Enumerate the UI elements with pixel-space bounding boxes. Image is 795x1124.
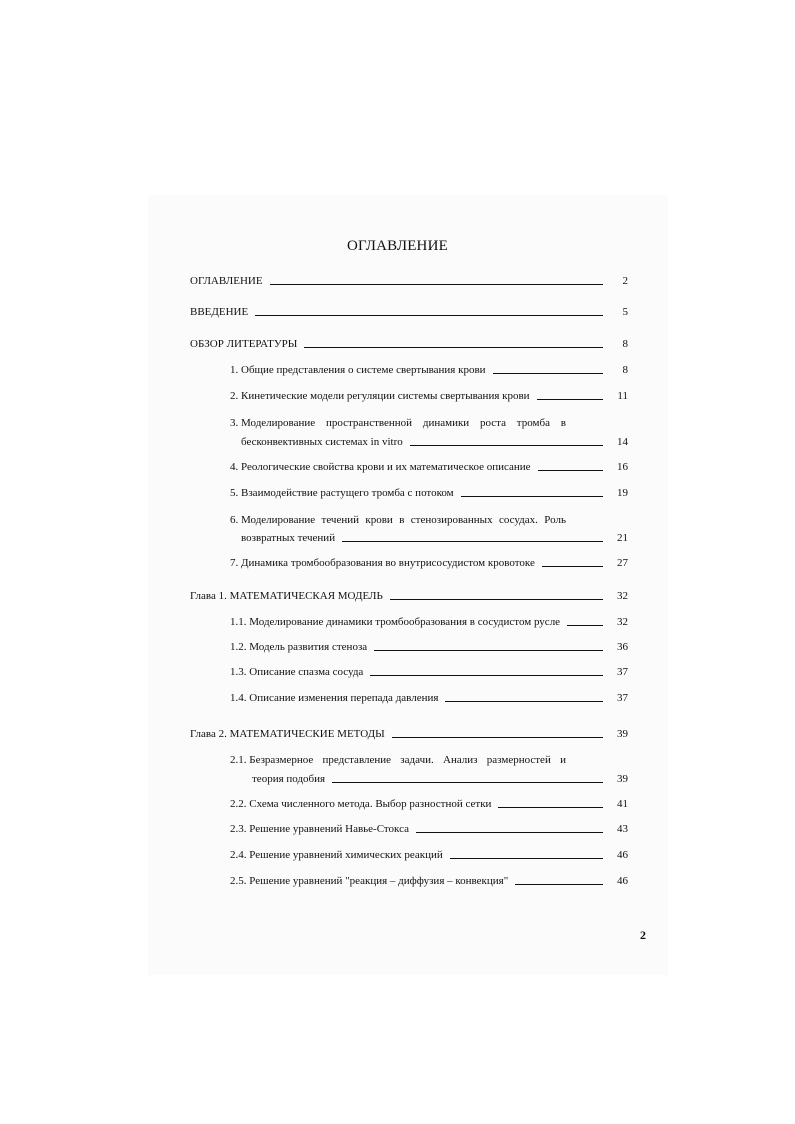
toc-entry-page: 16: [617, 461, 628, 473]
toc-entry-title: 4. Реологические свойства крови и их математическое описание: [230, 461, 531, 473]
toc-entry-section-2-1-line1[interactable]: 2.1. Безразмерное представление задачи. Анализ размерностей и: [230, 754, 566, 766]
toc-entry-page: 14: [617, 436, 628, 448]
toc-entry-page: 32: [617, 616, 628, 628]
toc-entry-title: ОБЗОР ЛИТЕРАТУРЫ: [190, 338, 298, 350]
toc-entry-page: 39: [617, 728, 628, 740]
leader-line: [515, 884, 603, 885]
leader-line: [255, 315, 603, 316]
toc-entry-page: 19: [617, 487, 628, 499]
toc-entry-page: 2: [622, 275, 628, 287]
leader-line: [567, 625, 603, 626]
toc-entry-introduction[interactable]: [190, 305, 628, 319]
toc-entry-title: 2.4. Решение уравнений химических реакций: [230, 849, 443, 861]
leader-line: [370, 675, 603, 676]
toc-entry-title: ОГЛАВЛЕНИЕ: [190, 275, 263, 287]
toc-entry-section-1[interactable]: [230, 363, 628, 377]
toc-entry-title: 1.3. Описание спазма сосуда: [230, 666, 364, 678]
toc-entry-section-2-3[interactable]: [230, 822, 628, 836]
leader-line: [332, 782, 603, 783]
toc-entry-section-1-3[interactable]: [230, 665, 628, 679]
toc-entry-title: возвратных течений: [241, 532, 336, 544]
toc-entry-page: 27: [617, 557, 628, 569]
toc-entry-page: 5: [622, 306, 628, 318]
toc-entry-title: 7. Динамика тромбообразования во внутрисосудистом кровотоке: [230, 557, 535, 569]
toc-entry-section-2-4[interactable]: [230, 848, 628, 862]
toc-entry-title: 1.4. Описание изменения перепада давления: [230, 692, 439, 704]
leader-line: [342, 541, 603, 542]
toc-entry-title: бесконвективных системах in vitro: [241, 436, 403, 448]
toc-entry-chapter-2[interactable]: [190, 727, 628, 741]
toc-entry-page: 39: [617, 773, 628, 785]
toc-entry-section-3[interactable]: [241, 435, 628, 449]
toc-entry-page: 8: [622, 338, 628, 350]
leader-line: [461, 496, 603, 497]
toc-entry-page: 11: [617, 390, 628, 402]
leader-line: [493, 373, 603, 374]
leader-line: [445, 701, 603, 702]
toc-entry-title: 5. Взаимодействие растущего тромба с потоком: [230, 487, 454, 499]
toc-entry-section-6[interactable]: [241, 531, 628, 545]
toc-title: ОГЛАВЛЕНИЕ: [347, 238, 448, 254]
toc-entry-section-2-2[interactable]: [230, 797, 628, 811]
toc-entry-title: 2.5. Решение уравнений "реакция – диффузия – конвекция": [230, 875, 509, 887]
toc-entry-page: 8: [622, 364, 628, 376]
toc-entry-page: 43: [617, 823, 628, 835]
toc-entry-section-5[interactable]: [230, 486, 628, 500]
toc-entry-page: 46: [617, 875, 628, 887]
toc-entry-section-2-5[interactable]: [230, 874, 628, 888]
toc-entry-section-6-line1[interactable]: 6. Моделирование течений крови в стенозированных сосудах. Роль: [230, 514, 566, 526]
leader-line: [374, 650, 603, 651]
leader-line: [410, 445, 603, 446]
toc-entry-section-1-2[interactable]: [230, 640, 628, 654]
toc-entry-page: 21: [617, 532, 628, 544]
toc-entry-title: 2. Кинетические модели регуляции системы свертывания крови: [230, 390, 530, 402]
toc-entry-section-4[interactable]: [230, 460, 628, 474]
toc-entry-title: 2.3. Решение уравнений Навье-Стокса: [230, 823, 410, 835]
leader-line: [537, 399, 603, 400]
toc-entry-title: ВВЕДЕНИЕ: [190, 306, 249, 318]
toc-entry-title: 1. Общие представления о системе свертывания крови: [230, 364, 486, 376]
toc-entry-page: 36: [617, 641, 628, 653]
leader-line: [270, 284, 603, 285]
page-number: 2: [640, 928, 646, 942]
toc-entry-page: 37: [617, 692, 628, 704]
toc-entry-title: 2.2. Схема численного метода. Выбор разностной сетки: [230, 798, 492, 810]
leader-line: [542, 566, 603, 567]
leader-line: [498, 807, 603, 808]
toc-entry-title: 1.1. Моделирование динамики тромбообразования в сосудистом русле: [230, 616, 561, 628]
leader-line: [390, 599, 603, 600]
leader-line: [450, 858, 603, 859]
toc-entry-section-1-4[interactable]: [230, 691, 628, 705]
toc-entry-title: Глава 2. МАТЕМАТИЧЕСКИЕ МЕТОДЫ: [190, 728, 385, 740]
toc-entry-page: 37: [617, 666, 628, 678]
leader-line: [538, 470, 603, 471]
toc-entry-section-2-1[interactable]: [252, 772, 628, 786]
toc-entry-title: 1.2. Модель развития стеноза: [230, 641, 368, 653]
leader-line: [392, 737, 603, 738]
toc-entry-title: Глава 1. МАТЕМАТИЧЕСКАЯ МОДЕЛЬ: [190, 590, 383, 602]
toc-entry-page: 46: [617, 849, 628, 861]
leader-line: [304, 347, 603, 348]
toc-entry-section-3-line1[interactable]: 3. Моделирование пространственной динамики роста тромба в: [230, 417, 566, 429]
toc-entry-title: теория подобия: [252, 773, 326, 785]
toc-entry-chapter-1[interactable]: [190, 589, 628, 603]
toc-entry-section-1-1[interactable]: [230, 615, 628, 629]
toc-entry-literature-review[interactable]: [190, 337, 628, 351]
leader-line: [416, 832, 603, 833]
toc-entry-section-2[interactable]: [230, 389, 628, 403]
toc-entry-page: 41: [617, 798, 628, 810]
toc-entry-contents[interactable]: [190, 274, 628, 288]
toc-entry-page: 32: [617, 590, 628, 602]
toc-entry-section-7[interactable]: [230, 556, 628, 570]
